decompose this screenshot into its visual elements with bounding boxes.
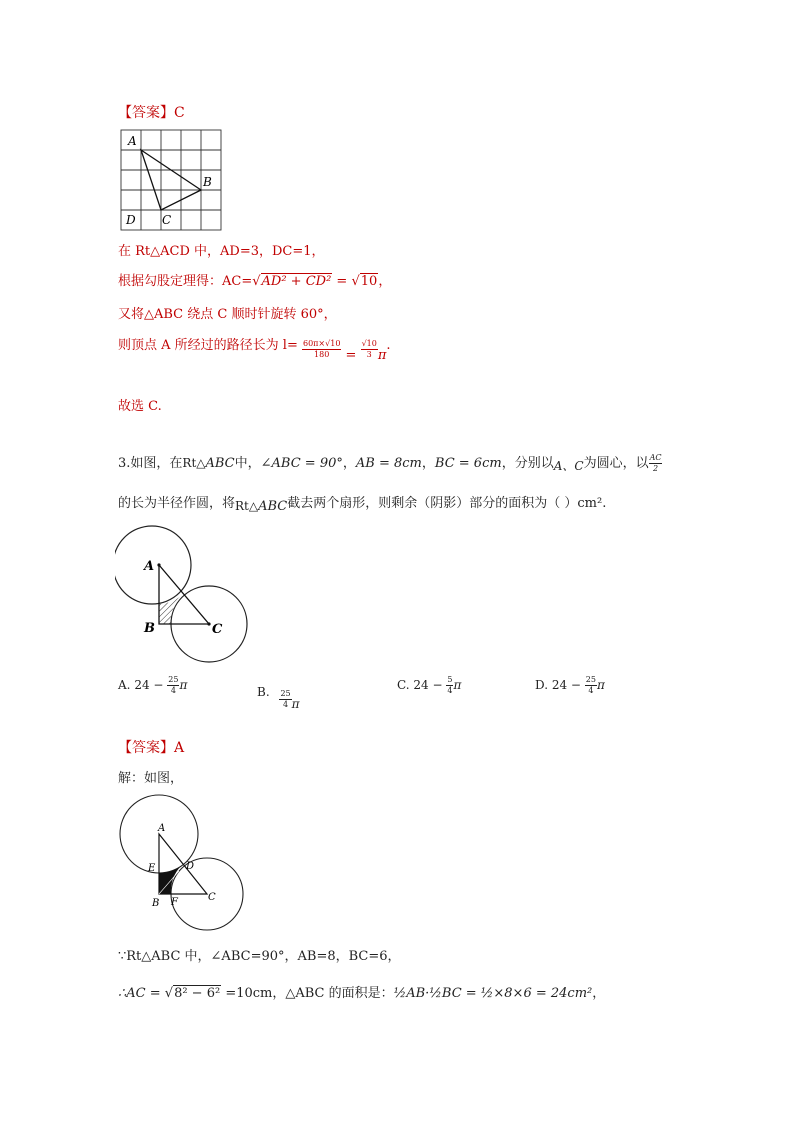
q3-bc: BC = 6cm	[434, 456, 502, 471]
option-pi: π	[453, 678, 462, 692]
q3-mid3: 为圆心，以	[583, 456, 649, 471]
label-b: B	[144, 621, 155, 636]
label-d: D	[186, 861, 195, 872]
comma: ，	[342, 456, 356, 471]
q3-frac-num: AC	[649, 453, 662, 462]
solution-2-line-1: ∵Rt△ABC 中，∠ABC=90°，AB=8，BC=6，	[118, 949, 401, 964]
area-formula: ½AB·½BC = ½×8×6 = 24cm²	[393, 986, 593, 1001]
path-text: 则顶点 A 所经过的路径长为 l=	[118, 338, 298, 353]
radicand: 8² − 6²	[174, 986, 221, 1001]
answer-1	[118, 102, 185, 122]
equals: =	[332, 274, 352, 289]
comma: ，	[592, 986, 606, 1001]
label-a: A	[158, 823, 166, 834]
option-num: 25	[280, 689, 291, 698]
pythag-text: 根据勾股定理得：AC=	[118, 274, 253, 289]
solution-1-line-5: 故选 C.	[118, 399, 162, 414]
label-e: E	[148, 863, 156, 874]
circles-triangle-figure	[115, 525, 255, 670]
solution-figure	[115, 793, 250, 937]
question-3-line-2	[118, 492, 606, 514]
q3-fraction	[649, 454, 663, 473]
solution-2-line-2: ∴AC = √8² − 6² =10cm，△ABC 的面积是：½AB·½BC = ½×8×6 = 24cm²，	[118, 986, 606, 1001]
fraction-1-num: 60π×√10	[302, 339, 341, 348]
option-num: 25	[585, 675, 596, 684]
option-num: 5	[447, 675, 453, 684]
option-letter: D.	[535, 678, 549, 692]
point-a	[157, 563, 160, 566]
pi: π	[377, 348, 387, 363]
solution-2-intro: 解：如图，	[118, 771, 184, 786]
option-fraction	[167, 676, 179, 695]
option-d[interactable]	[535, 676, 605, 695]
option-pre: 24 −	[413, 678, 447, 692]
answer-value: C	[174, 105, 185, 121]
radicand: AD² + CD²	[261, 274, 332, 289]
solution-1-line-2: 根据勾股定理得：AC=√AD² + CD² = √10，	[118, 274, 392, 289]
fraction-2	[361, 340, 378, 359]
q3-angle: ∠ABC = 90°	[260, 456, 343, 471]
option-den: 4	[170, 686, 176, 695]
option-den: 4	[283, 700, 289, 709]
fraction-1	[302, 340, 341, 359]
question-3-line-1	[118, 452, 662, 474]
option-b[interactable]	[257, 676, 300, 711]
result: 10	[360, 274, 378, 289]
q3-tri: Rt△	[182, 456, 206, 470]
q3-ab: AB = 8cm	[355, 456, 422, 471]
label-c: C	[162, 213, 172, 227]
triangle-abc	[141, 150, 201, 210]
ac-equals: ∴AC =	[118, 986, 165, 1001]
q3-mid2: ，分别以	[501, 456, 554, 471]
option-pre: 24 −	[551, 678, 585, 692]
option-pre: 24 −	[134, 678, 168, 692]
option-c[interactable]	[397, 676, 461, 695]
option-pi: π	[596, 678, 605, 692]
label-c: C	[212, 622, 223, 637]
answer-2	[118, 737, 184, 757]
fraction-2-num: √10	[361, 339, 377, 348]
option-fraction	[585, 676, 597, 695]
q3-frac-den: 2	[652, 464, 659, 473]
option-den: 4	[447, 686, 453, 695]
option-fraction	[279, 690, 291, 709]
answer-label: 【答案】	[118, 740, 174, 756]
fraction-1-den: 180	[314, 350, 330, 359]
q3-line2-abc: ABC	[258, 499, 288, 514]
equals: =	[341, 348, 361, 363]
comma: ，	[421, 456, 435, 471]
option-letter: C.	[397, 678, 410, 692]
label-f: F	[171, 897, 178, 908]
option-num: 25	[168, 675, 179, 684]
grid-triangle-figure	[120, 129, 222, 231]
area-text: =10cm，△ABC 的面积是：	[221, 986, 394, 1001]
option-pi: π	[179, 678, 188, 692]
q3-line2-pre: 的长为半径作圆，将	[118, 496, 236, 511]
fraction-2-den: 3	[366, 350, 372, 359]
solution-1-line-4	[118, 332, 391, 363]
comma: ，	[378, 274, 392, 289]
label-d: D	[126, 213, 136, 227]
option-den: 4	[588, 686, 594, 695]
label-b: B	[152, 898, 160, 909]
point-c	[207, 622, 210, 625]
option-pi: π	[291, 697, 300, 711]
q3-line2-post: 截去两个扇形，则剩余（阴影）部分的面积为（ ）cm².	[287, 496, 607, 511]
label-a: A	[128, 134, 137, 148]
option-a[interactable]	[118, 676, 187, 695]
q3-pre: 3.如图，在	[118, 456, 183, 471]
q3-line2-tri: Rt△	[235, 499, 259, 513]
label-c: C	[208, 892, 216, 903]
label-a: A	[144, 559, 155, 574]
solution-1-line-1: 在 Rt△ACD 中，AD=3，DC=1，	[118, 244, 325, 259]
q3-abc: ABC	[205, 456, 235, 471]
q3-mid1: 中，	[234, 456, 261, 471]
answer-value: A	[174, 740, 185, 756]
answer-label: 【答案】	[118, 105, 174, 121]
label-b: B	[203, 175, 212, 189]
option-letter: B.	[257, 685, 270, 699]
solution-1-line-3: 又将△ABC 绕点 C 顺时针旋转 60°，	[118, 307, 337, 322]
period: .	[386, 338, 391, 353]
q3-centers: A、C	[553, 459, 584, 473]
option-letter: A.	[118, 678, 131, 692]
